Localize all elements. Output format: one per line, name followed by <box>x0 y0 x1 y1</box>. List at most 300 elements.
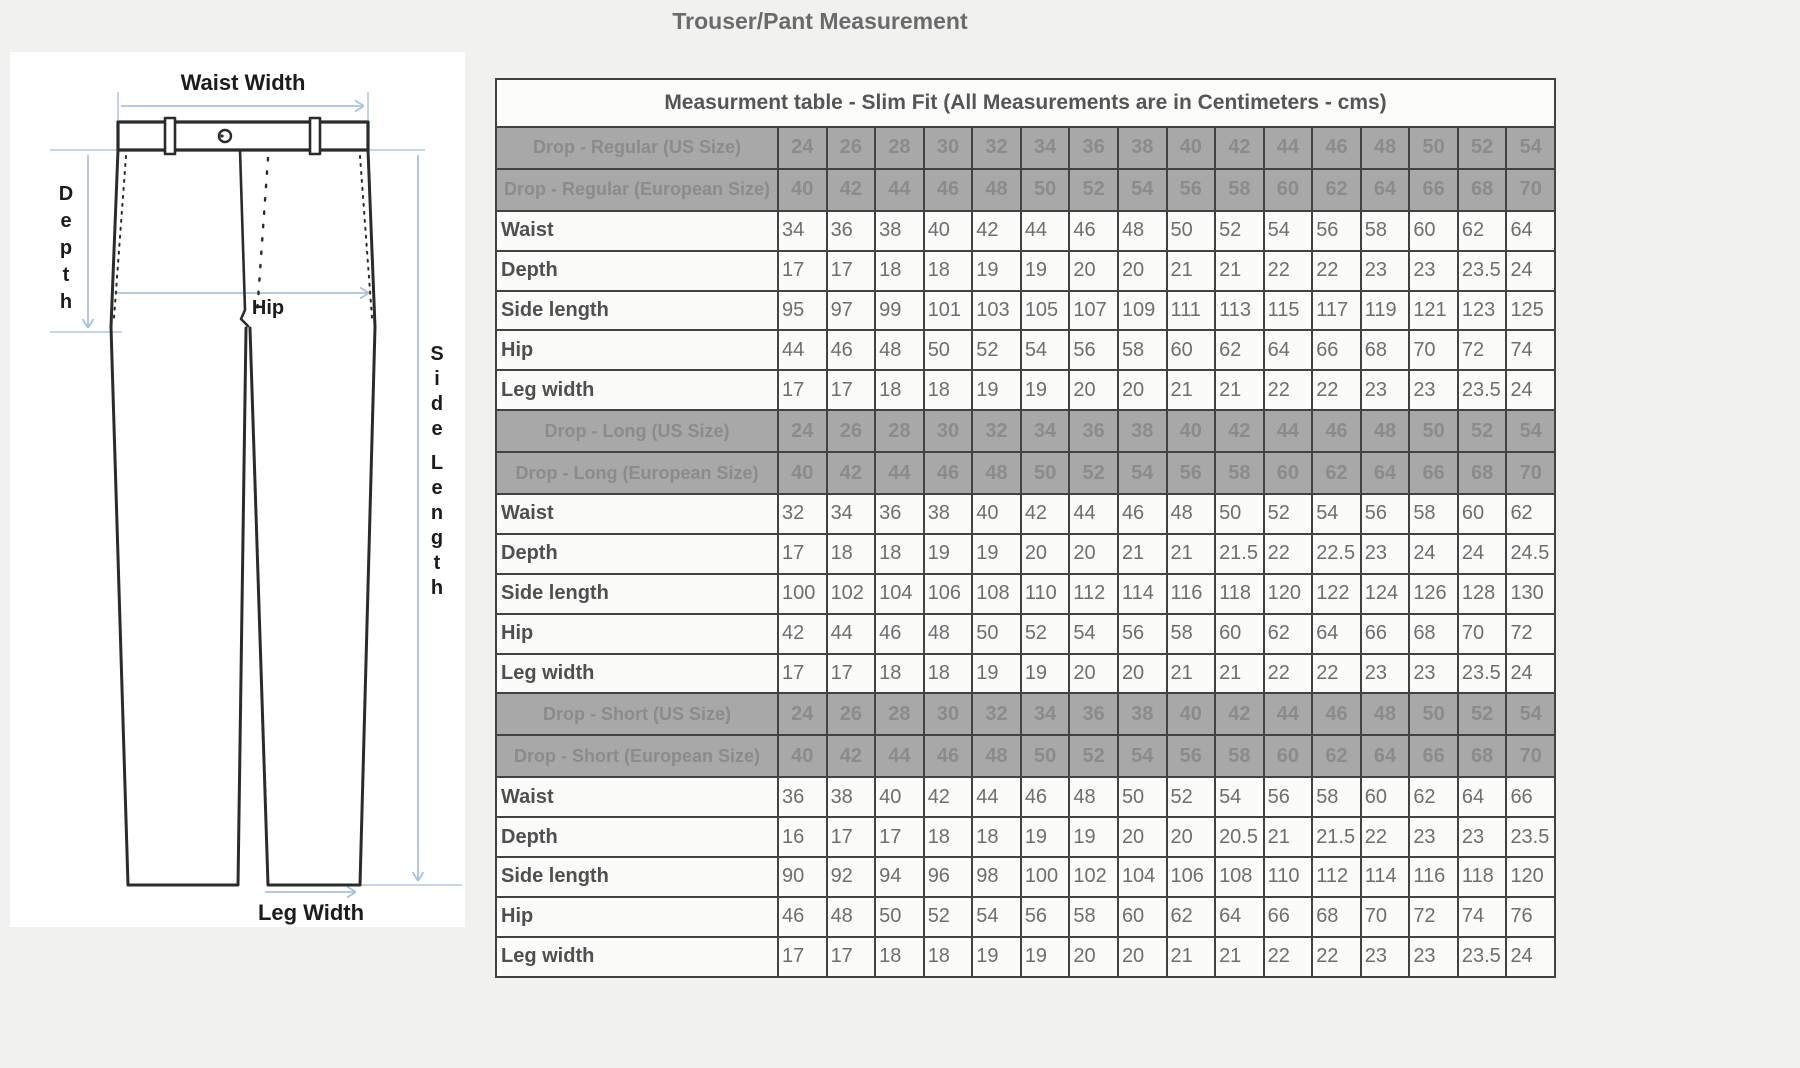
size-header-cell: 68 <box>1458 452 1507 494</box>
measure-value-cell: 23 <box>1458 817 1507 857</box>
measure-value-cell: 40 <box>875 777 924 817</box>
measure-value-cell: 21 <box>1215 251 1264 291</box>
measure-value-cell: 20 <box>1021 534 1070 574</box>
measure-value-cell: 66 <box>1264 897 1313 937</box>
measure-value-cell: 34 <box>827 494 876 534</box>
size-header-cell: 46 <box>1312 127 1361 169</box>
size-header-cell: 68 <box>1458 735 1507 777</box>
measure-value-cell: 123 <box>1458 291 1507 331</box>
size-header-cell: 52 <box>1069 169 1118 211</box>
measure-value-cell: 74 <box>1506 330 1555 370</box>
measure-value-cell: 38 <box>827 777 876 817</box>
size-header-cell: 44 <box>1264 127 1313 169</box>
size-header-label: Drop - Short (US Size) <box>496 693 778 735</box>
size-header-cell: 54 <box>1506 693 1555 735</box>
size-header-cell: 42 <box>827 452 876 494</box>
measure-row <box>496 937 1555 977</box>
size-header-cell: 48 <box>1361 127 1410 169</box>
size-header-cell: 58 <box>1215 452 1264 494</box>
measure-value-cell: 52 <box>1264 494 1313 534</box>
measure-value-cell: 52 <box>924 897 973 937</box>
size-header-cell: 46 <box>1312 410 1361 452</box>
size-header-cell: 34 <box>1021 693 1070 735</box>
measure-value-cell: 22 <box>1264 251 1313 291</box>
size-header-cell: 64 <box>1361 452 1410 494</box>
size-header-cell: 30 <box>924 127 973 169</box>
measure-value-cell: 99 <box>875 291 924 331</box>
measure-value-cell: 18 <box>875 654 924 694</box>
size-header-cell: 28 <box>875 127 924 169</box>
size-header-cell: 50 <box>1409 127 1458 169</box>
size-header-cell: 42 <box>1215 127 1264 169</box>
measure-value-cell: 104 <box>875 574 924 614</box>
measure-value-cell: 117 <box>1312 291 1361 331</box>
measure-value-cell: 34 <box>778 211 827 251</box>
measure-row <box>496 211 1555 251</box>
measure-value-cell: 42 <box>972 211 1021 251</box>
measure-value-cell: 19 <box>1021 370 1070 410</box>
measure-value-cell: 17 <box>778 370 827 410</box>
measurement-arrows <box>88 106 418 892</box>
measure-row <box>496 817 1555 857</box>
measure-value-cell: 23.5 <box>1458 654 1507 694</box>
trouser-diagram-card <box>10 52 465 927</box>
belt-loop-left <box>165 118 175 154</box>
measure-value-cell: 20 <box>1118 251 1167 291</box>
size-header-cell: 32 <box>972 693 1021 735</box>
measure-value-cell: 115 <box>1264 291 1313 331</box>
measure-value-cell: 110 <box>1264 857 1313 897</box>
measure-value-cell: 50 <box>972 614 1021 654</box>
measure-value-cell: 120 <box>1264 574 1313 614</box>
measure-value-cell: 48 <box>1118 211 1167 251</box>
size-header-cell: 60 <box>1264 735 1313 777</box>
measure-value-cell: 98 <box>972 857 1021 897</box>
measure-value-cell: 19 <box>1021 817 1070 857</box>
measure-value-cell: 72 <box>1458 330 1507 370</box>
measure-label-cell: Waist <box>496 211 778 251</box>
size-header-cell: 54 <box>1118 452 1167 494</box>
size-header-cell: 48 <box>1361 693 1410 735</box>
measure-value-cell: 18 <box>924 654 973 694</box>
measure-value-cell: 70 <box>1409 330 1458 370</box>
measure-label-cell: Waist <box>496 777 778 817</box>
fly-line <box>240 150 248 326</box>
measure-label-cell: Leg width <box>496 370 778 410</box>
measure-value-cell: 21 <box>1215 937 1264 977</box>
measure-value-cell: 116 <box>1409 857 1458 897</box>
size-header-cell: 34 <box>1021 410 1070 452</box>
measure-value-cell: 46 <box>827 330 876 370</box>
measure-value-cell: 23 <box>1409 654 1458 694</box>
measure-value-cell: 60 <box>1458 494 1507 534</box>
measure-value-cell: 19 <box>972 370 1021 410</box>
measure-value-cell: 48 <box>1167 494 1216 534</box>
size-header-cell: 48 <box>972 169 1021 211</box>
measure-value-cell: 64 <box>1264 330 1313 370</box>
measure-value-cell: 114 <box>1118 574 1167 614</box>
measure-value-cell: 18 <box>924 937 973 977</box>
size-header-row <box>496 693 1555 735</box>
size-header-cell: 66 <box>1409 452 1458 494</box>
measure-value-cell: 66 <box>1312 330 1361 370</box>
measure-value-cell: 21 <box>1215 370 1264 410</box>
measure-value-cell: 118 <box>1458 857 1507 897</box>
hip-label: Hip <box>251 297 285 319</box>
measure-value-cell: 46 <box>1118 494 1167 534</box>
measure-value-cell: 109 <box>1118 291 1167 331</box>
size-header-cell: 50 <box>1409 410 1458 452</box>
measure-value-cell: 24 <box>1409 534 1458 574</box>
measure-value-cell: 106 <box>1167 857 1216 897</box>
measure-value-cell: 125 <box>1506 291 1555 331</box>
measure-value-cell: 52 <box>1167 777 1216 817</box>
measure-row <box>496 777 1555 817</box>
measure-value-cell: 50 <box>1215 494 1264 534</box>
measure-value-cell: 92 <box>827 857 876 897</box>
measure-value-cell: 68 <box>1361 330 1410 370</box>
measure-value-cell: 22 <box>1264 534 1313 574</box>
measure-value-cell: 23 <box>1361 370 1410 410</box>
measure-value-cell: 19 <box>1021 251 1070 291</box>
measure-value-cell: 23 <box>1361 251 1410 291</box>
measure-value-cell: 22 <box>1312 654 1361 694</box>
measure-value-cell: 48 <box>875 330 924 370</box>
measure-value-cell: 40 <box>924 211 973 251</box>
measure-value-cell: 64 <box>1458 777 1507 817</box>
size-header-cell: 48 <box>1361 410 1410 452</box>
measure-value-cell: 60 <box>1118 897 1167 937</box>
measure-value-cell: 21 <box>1167 251 1216 291</box>
size-header-cell: 56 <box>1167 452 1216 494</box>
trouser-diagram <box>10 52 465 927</box>
measure-value-cell: 97 <box>827 291 876 331</box>
measure-row <box>496 291 1555 331</box>
size-header-cell: 52 <box>1069 735 1118 777</box>
measure-value-cell: 20 <box>1069 534 1118 574</box>
table-title-row <box>496 79 1555 127</box>
measure-value-cell: 58 <box>1361 211 1410 251</box>
measure-value-cell: 122 <box>1312 574 1361 614</box>
measure-row <box>496 897 1555 937</box>
measure-label-cell: Side length <box>496 574 778 614</box>
measure-value-cell: 24 <box>1506 937 1555 977</box>
size-header-cell: 56 <box>1167 735 1216 777</box>
measure-value-cell: 18 <box>924 251 973 291</box>
measurement-table <box>495 78 1556 978</box>
measure-value-cell: 130 <box>1506 574 1555 614</box>
size-header-cell: 48 <box>972 735 1021 777</box>
measure-value-cell: 62 <box>1506 494 1555 534</box>
measure-value-cell: 42 <box>924 777 973 817</box>
measure-value-cell: 17 <box>778 937 827 977</box>
size-header-cell: 28 <box>875 693 924 735</box>
measure-value-cell: 23 <box>1361 534 1410 574</box>
measure-value-cell: 50 <box>1118 777 1167 817</box>
measure-value-cell: 50 <box>1167 211 1216 251</box>
measure-value-cell: 21 <box>1167 370 1216 410</box>
waistband <box>118 122 368 150</box>
measure-value-cell: 54 <box>1069 614 1118 654</box>
measure-value-cell: 19 <box>1069 817 1118 857</box>
size-header-cell: 24 <box>778 693 827 735</box>
size-header-row <box>496 169 1555 211</box>
measure-value-cell: 56 <box>1312 211 1361 251</box>
measure-value-cell: 21 <box>1167 534 1216 574</box>
measure-value-cell: 100 <box>1021 857 1070 897</box>
measure-value-cell: 18 <box>924 817 973 857</box>
measure-value-cell: 23 <box>1409 251 1458 291</box>
size-header-cell: 44 <box>1264 410 1313 452</box>
measure-label-cell: Hip <box>496 330 778 370</box>
measure-value-cell: 54 <box>1312 494 1361 534</box>
measure-value-cell: 74 <box>1458 897 1507 937</box>
size-header-cell: 54 <box>1118 735 1167 777</box>
measure-value-cell: 21.5 <box>1215 534 1264 574</box>
measure-label-cell: Leg width <box>496 654 778 694</box>
measure-value-cell: 23 <box>1409 370 1458 410</box>
trouser-outline <box>111 118 375 885</box>
measure-value-cell: 46 <box>1069 211 1118 251</box>
size-header-cell: 54 <box>1118 169 1167 211</box>
measure-value-cell: 72 <box>1506 614 1555 654</box>
size-header-cell: 50 <box>1409 693 1458 735</box>
size-header-cell: 42 <box>1215 693 1264 735</box>
size-header-label: Drop - Long (European Size) <box>496 452 778 494</box>
measure-value-cell: 110 <box>1021 574 1070 614</box>
size-header-cell: 58 <box>1215 169 1264 211</box>
measure-value-cell: 21 <box>1215 654 1264 694</box>
measure-value-cell: 18 <box>875 937 924 977</box>
measure-value-cell: 68 <box>1409 614 1458 654</box>
size-header-cell: 64 <box>1361 169 1410 211</box>
measure-value-cell: 58 <box>1118 330 1167 370</box>
measure-value-cell: 76 <box>1506 897 1555 937</box>
size-header-label: Drop - Regular (European Size) <box>496 169 778 211</box>
measure-value-cell: 36 <box>827 211 876 251</box>
measure-value-cell: 56 <box>1021 897 1070 937</box>
measure-value-cell: 46 <box>875 614 924 654</box>
size-header-cell: 60 <box>1264 169 1313 211</box>
measure-value-cell: 120 <box>1506 857 1555 897</box>
measure-value-cell: 23.5 <box>1506 817 1555 857</box>
measure-label-cell: Leg width <box>496 937 778 977</box>
measure-row <box>496 370 1555 410</box>
measure-value-cell: 22 <box>1312 251 1361 291</box>
measure-value-cell: 17 <box>778 534 827 574</box>
measure-value-cell: 22 <box>1264 654 1313 694</box>
size-header-cell: 26 <box>827 127 876 169</box>
measure-value-cell: 44 <box>827 614 876 654</box>
size-header-cell: 24 <box>778 127 827 169</box>
size-header-cell: 64 <box>1361 735 1410 777</box>
size-header-row <box>496 410 1555 452</box>
measure-row <box>496 494 1555 534</box>
measure-label-cell: Hip <box>496 897 778 937</box>
measure-value-cell: 24 <box>1458 534 1507 574</box>
belt-loop-right <box>310 118 320 154</box>
table-title: Measurment table - Slim Fit (All Measurements are in Centimeters - cms) <box>496 79 1555 127</box>
size-header-cell: 50 <box>1021 452 1070 494</box>
measure-value-cell: 128 <box>1458 574 1507 614</box>
measure-value-cell: 22 <box>1312 370 1361 410</box>
measure-value-cell: 22 <box>1264 370 1313 410</box>
measure-value-cell: 60 <box>1409 211 1458 251</box>
measure-value-cell: 56 <box>1264 777 1313 817</box>
measure-value-cell: 60 <box>1361 777 1410 817</box>
measure-value-cell: 40 <box>972 494 1021 534</box>
measure-value-cell: 58 <box>1312 777 1361 817</box>
size-header-row <box>496 127 1555 169</box>
measure-value-cell: 58 <box>1069 897 1118 937</box>
measure-value-cell: 20.5 <box>1215 817 1264 857</box>
size-header-cell: 46 <box>924 735 973 777</box>
measure-value-cell: 50 <box>924 330 973 370</box>
measure-value-cell: 66 <box>1361 614 1410 654</box>
measure-value-cell: 20 <box>1069 251 1118 291</box>
measure-value-cell: 100 <box>778 574 827 614</box>
measure-value-cell: 62 <box>1215 330 1264 370</box>
size-header-cell: 26 <box>827 693 876 735</box>
measure-value-cell: 19 <box>972 534 1021 574</box>
measure-label-cell: Depth <box>496 534 778 574</box>
measure-value-cell: 38 <box>924 494 973 534</box>
measure-value-cell: 18 <box>875 534 924 574</box>
size-header-cell: 42 <box>827 735 876 777</box>
measure-value-cell: 52 <box>1021 614 1070 654</box>
size-header-cell: 50 <box>1021 735 1070 777</box>
measure-value-cell: 24 <box>1506 370 1555 410</box>
measure-value-cell: 126 <box>1409 574 1458 614</box>
measure-value-cell: 36 <box>875 494 924 534</box>
measure-value-cell: 17 <box>778 251 827 291</box>
measure-value-cell: 19 <box>972 251 1021 291</box>
measure-value-cell: 18 <box>875 370 924 410</box>
measure-value-cell: 106 <box>924 574 973 614</box>
measure-label-cell: Waist <box>496 494 778 534</box>
measure-value-cell: 119 <box>1361 291 1410 331</box>
measure-value-cell: 24 <box>1506 654 1555 694</box>
measure-value-cell: 72 <box>1409 897 1458 937</box>
measure-value-cell: 60 <box>1215 614 1264 654</box>
measure-value-cell: 22 <box>1312 937 1361 977</box>
measurement-table-section <box>495 78 1556 978</box>
crease-dotted-line <box>257 158 268 314</box>
measure-value-cell: 62 <box>1409 777 1458 817</box>
size-header-cell: 62 <box>1312 452 1361 494</box>
size-header-cell: 36 <box>1069 410 1118 452</box>
measure-value-cell: 20 <box>1069 370 1118 410</box>
size-header-cell: 42 <box>827 169 876 211</box>
measure-value-cell: 62 <box>1167 897 1216 937</box>
measure-value-cell: 17 <box>827 817 876 857</box>
measure-value-cell: 46 <box>778 897 827 937</box>
measure-value-cell: 22.5 <box>1312 534 1361 574</box>
measure-row <box>496 574 1555 614</box>
size-header-cell: 32 <box>972 410 1021 452</box>
size-header-cell: 40 <box>1167 410 1216 452</box>
size-header-cell: 68 <box>1458 169 1507 211</box>
measure-value-cell: 48 <box>1069 777 1118 817</box>
size-header-cell: 36 <box>1069 127 1118 169</box>
size-header-cell: 38 <box>1118 410 1167 452</box>
measure-value-cell: 60 <box>1167 330 1216 370</box>
page-title: Trouser/Pant Measurement <box>672 8 968 34</box>
measure-value-cell: 113 <box>1215 291 1264 331</box>
measure-value-cell: 24.5 <box>1506 534 1555 574</box>
size-header-cell: 56 <box>1167 169 1216 211</box>
measure-value-cell: 112 <box>1069 574 1118 614</box>
measure-value-cell: 23.5 <box>1458 370 1507 410</box>
measure-value-cell: 23 <box>1361 937 1410 977</box>
measure-label-cell: Depth <box>496 817 778 857</box>
measure-value-cell: 17 <box>827 654 876 694</box>
measure-label-cell: Hip <box>496 614 778 654</box>
size-header-label: Drop - Short (European Size) <box>496 735 778 777</box>
measure-value-cell: 24 <box>1506 251 1555 291</box>
size-header-cell: 44 <box>875 169 924 211</box>
measure-value-cell: 111 <box>1167 291 1216 331</box>
measure-value-cell: 20 <box>1118 370 1167 410</box>
size-header-cell: 44 <box>1264 693 1313 735</box>
measure-value-cell: 17 <box>827 937 876 977</box>
measure-value-cell: 94 <box>875 857 924 897</box>
size-header-cell: 66 <box>1409 735 1458 777</box>
measure-value-cell: 104 <box>1118 857 1167 897</box>
size-header-cell: 46 <box>924 452 973 494</box>
size-header-cell: 36 <box>1069 693 1118 735</box>
measure-value-cell: 20 <box>1118 817 1167 857</box>
measure-value-cell: 102 <box>827 574 876 614</box>
size-header-cell: 28 <box>875 410 924 452</box>
size-header-cell: 40 <box>1167 127 1216 169</box>
measure-value-cell: 18 <box>924 370 973 410</box>
size-header-label: Drop - Long (US Size) <box>496 410 778 452</box>
measure-value-cell: 23 <box>1361 654 1410 694</box>
measure-value-cell: 23.5 <box>1458 937 1507 977</box>
measure-value-cell: 20 <box>1118 937 1167 977</box>
size-header-cell: 46 <box>1312 693 1361 735</box>
size-header-cell: 30 <box>924 410 973 452</box>
measure-value-cell: 48 <box>827 897 876 937</box>
measurement-table-body <box>496 127 1555 977</box>
size-header-cell: 40 <box>1167 693 1216 735</box>
size-header-row <box>496 735 1555 777</box>
measure-value-cell: 54 <box>1021 330 1070 370</box>
measure-value-cell: 19 <box>972 937 1021 977</box>
measure-value-cell: 44 <box>972 777 1021 817</box>
measure-value-cell: 23 <box>1409 817 1458 857</box>
size-header-cell: 52 <box>1458 693 1507 735</box>
size-header-cell: 62 <box>1312 735 1361 777</box>
size-header-cell: 34 <box>1021 127 1070 169</box>
measure-value-cell: 116 <box>1167 574 1216 614</box>
measure-value-cell: 102 <box>1069 857 1118 897</box>
measure-value-cell: 17 <box>778 654 827 694</box>
measure-value-cell: 108 <box>972 574 1021 614</box>
measure-row <box>496 654 1555 694</box>
measure-value-cell: 17 <box>827 251 876 291</box>
measure-value-cell: 90 <box>778 857 827 897</box>
measure-value-cell: 20 <box>1167 817 1216 857</box>
measure-row <box>496 614 1555 654</box>
measure-value-cell: 62 <box>1264 614 1313 654</box>
measure-value-cell: 54 <box>1215 777 1264 817</box>
measure-value-cell: 64 <box>1215 897 1264 937</box>
measure-label-cell: Depth <box>496 251 778 291</box>
measure-value-cell: 20 <box>1069 654 1118 694</box>
size-header-cell: 38 <box>1118 127 1167 169</box>
